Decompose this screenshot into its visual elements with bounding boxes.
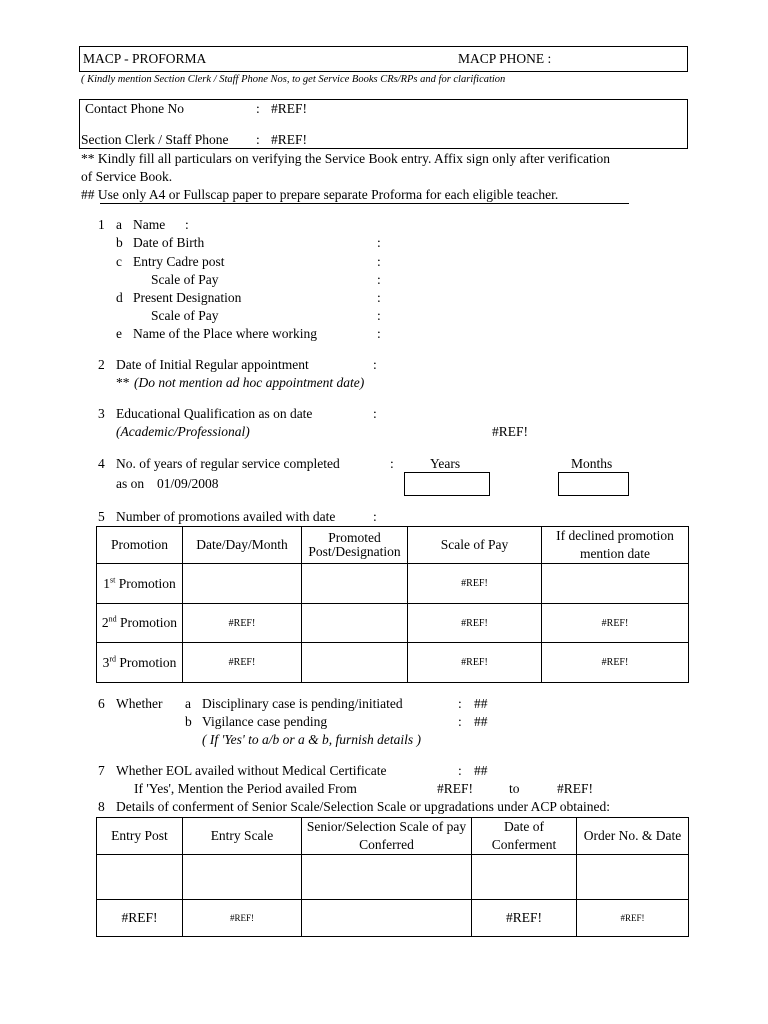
- section-clerk-value: #REF!: [271, 132, 308, 147]
- contact-phone-label: Contact Phone No: [85, 101, 184, 116]
- item4-number: 4: [98, 456, 105, 471]
- promo-row3-text: Promotion: [119, 654, 177, 670]
- conf-header-date: Date of Conferment: [472, 818, 577, 855]
- item1-entry-cadre-label: Entry Cadre post: [133, 254, 225, 269]
- years-input-box[interactable]: [404, 472, 490, 496]
- item7-from-value: #REF!: [437, 781, 474, 796]
- item1-name-label: Name: [133, 217, 166, 232]
- conf-row1-order: [577, 855, 689, 900]
- promo-row1-label: [97, 564, 183, 604]
- item2-note-prefix: **: [116, 375, 130, 390]
- item7-label: Whether EOL availed without Medical Certificate: [116, 763, 387, 778]
- promo-header-promotion: Promotion: [97, 527, 183, 564]
- item2-note: (Do not mention ad hoc appointment date): [134, 375, 365, 390]
- item3-number: 3: [98, 406, 105, 421]
- item5-number: 5: [98, 509, 105, 524]
- macp-phone-label: MACP PHONE :: [458, 51, 552, 66]
- item1-place-label: Name of the Place where working: [133, 326, 318, 341]
- table-row: [97, 564, 689, 604]
- item1-a-letter: a: [116, 217, 122, 232]
- item6-a-letter: a: [185, 696, 191, 711]
- item4-label: No. of years of regular service completed: [116, 456, 340, 471]
- item6-b-letter: b: [185, 714, 192, 729]
- table-row: [97, 604, 689, 643]
- item1-dob-label: Date of Birth: [133, 235, 205, 250]
- promo-row1-post: [302, 564, 408, 604]
- item6-label: Whether: [116, 696, 163, 711]
- conferment-table: [96, 817, 689, 937]
- promo-row2-text: Promotion: [120, 615, 178, 631]
- table-row: [97, 900, 689, 937]
- item4-colon: :: [390, 456, 394, 471]
- conf-row1-entry-scale: [183, 855, 302, 900]
- conf-row2-scale-conferred: [302, 900, 472, 937]
- conf-header-entry-post: Entry Post: [97, 818, 183, 855]
- promo-row1-text: Promotion: [118, 575, 176, 591]
- promo-row1-sup: st: [110, 575, 116, 585]
- item8-number: 8: [98, 799, 105, 814]
- item6-a-value: ##: [474, 696, 488, 711]
- item1-present-desig-colon: :: [377, 290, 381, 305]
- promo-row2-post: [302, 604, 408, 643]
- item5-label: Number of promotions availed with date: [116, 509, 336, 524]
- item6-b-value: ##: [474, 714, 488, 729]
- promo-header-post: Promoted Post/Designation: [302, 527, 408, 564]
- conf-row2-date: #REF!: [472, 900, 577, 937]
- item1-d-letter: d: [116, 290, 123, 305]
- item7-colon: :: [458, 763, 462, 778]
- item6-note: ( If 'Yes' to a/b or a & b, furnish details ): [202, 732, 422, 747]
- conf-row1-scale-conferred: [302, 855, 472, 900]
- conf-row1-date: [472, 855, 577, 900]
- item3-colon: :: [373, 406, 377, 421]
- item7-period-label: If 'Yes', Mention the Period availed From: [134, 781, 357, 796]
- instruction-line-2: of Service Book.: [81, 169, 173, 184]
- conf-row2-entry-scale: #REF!: [183, 900, 302, 937]
- promo-row1-num: 1: [103, 575, 110, 591]
- promo-header-date: Date/Day/Month: [183, 527, 302, 564]
- promo-row3-declined: #REF!: [542, 643, 689, 683]
- item7-value: ##: [474, 763, 488, 778]
- promo-row3-date: #REF!: [183, 643, 302, 683]
- table-row: [97, 643, 689, 683]
- item1-scale2-label: Scale of Pay: [151, 308, 219, 323]
- promo-header-declined: If declined promotion mention date: [542, 527, 689, 564]
- item1-name-colon: :: [185, 217, 189, 232]
- conf-header-entry-scale: Entry Scale: [183, 818, 302, 855]
- item4-months-label: Months: [571, 456, 613, 471]
- item1-e-letter: e: [116, 326, 122, 341]
- table-row: [97, 855, 689, 900]
- promo-row1-scale: #REF!: [408, 564, 542, 604]
- promo-row2-declined: #REF!: [542, 604, 689, 643]
- conf-row2-order: #REF!: [577, 900, 689, 937]
- form-title: MACP - PROFORMA: [83, 51, 207, 66]
- item3-label: Educational Qualification as on date: [116, 406, 313, 421]
- conf-row2-entry-post: #REF!: [97, 900, 183, 937]
- instruction-line-1: ** Kindly fill all particulars on verifying the Service Book entry. Affix sign only after verification: [81, 151, 610, 166]
- promo-row2-sup: nd: [108, 614, 117, 624]
- promo-row3-num: 3: [102, 654, 110, 670]
- conf-header-order: Order No. & Date: [577, 818, 689, 855]
- item7-number: 7: [98, 763, 105, 778]
- promotions-table: [96, 526, 689, 683]
- promo-row3-post: [302, 643, 408, 683]
- section-clerk-label: Section Clerk / Staff Phone: [81, 132, 229, 147]
- item1-dob-colon: :: [377, 235, 381, 250]
- item7-to-value: #REF!: [557, 781, 594, 796]
- item3-value: #REF!: [492, 424, 529, 439]
- item4-date: 01/09/2008: [157, 476, 219, 491]
- item1-scale1-label: Scale of Pay: [151, 272, 219, 287]
- item1-number: 1: [98, 217, 105, 232]
- item6-b-colon: :: [458, 714, 462, 729]
- item1-entry-cadre-colon: :: [377, 254, 381, 269]
- section-clerk-colon: :: [256, 132, 260, 147]
- promo-row3-label: [97, 643, 183, 683]
- item8-label: Details of conferment of Senior Scale/Selection Scale or upgradations under ACP obtained:: [116, 799, 610, 814]
- item6-number: 6: [98, 696, 105, 711]
- promo-row2-label: [97, 604, 183, 643]
- promo-row2-scale: #REF!: [408, 604, 542, 643]
- instruction-underline: [100, 203, 629, 204]
- item2-colon: :: [373, 357, 377, 372]
- item1-c-letter: c: [116, 254, 122, 269]
- item7-to-label: to: [509, 781, 520, 796]
- promo-row2-num: 2: [101, 615, 109, 631]
- promo-row1-date: [183, 564, 302, 604]
- item6-b-text: Vigilance case pending: [202, 714, 328, 729]
- item4-years-label: Years: [430, 456, 461, 471]
- header-note: ( Kindly mention Section Clerk / Staff Phone Nos, to get Service Books CRs/RPs and for clarification: [81, 74, 506, 85]
- item4-as-on: as on: [116, 476, 145, 491]
- conf-row1-entry-post: [97, 855, 183, 900]
- promo-row1-declined: [542, 564, 689, 604]
- item1-place-colon: :: [377, 326, 381, 341]
- promo-row2-date: #REF!: [183, 604, 302, 643]
- months-input-box[interactable]: [558, 472, 629, 496]
- item5-colon: :: [373, 509, 377, 524]
- item1-b-letter: b: [116, 235, 123, 250]
- item1-scale2-colon: :: [377, 308, 381, 323]
- instruction-line-3: ## Use only A4 or Fullscap paper to prepare separate Proforma for each eligible teacher.: [81, 187, 559, 202]
- promo-row3-scale: #REF!: [408, 643, 542, 683]
- promo-row3-sup: rd: [109, 654, 117, 664]
- item1-scale1-colon: :: [377, 272, 381, 287]
- promo-header-scale: Scale of Pay: [408, 527, 542, 564]
- item2-label: Date of Initial Regular appointment: [116, 357, 309, 372]
- contact-phone-colon: :: [256, 101, 260, 116]
- conf-header-scale-conferred: Senior/Selection Scale of pay Conferred: [302, 818, 472, 855]
- item3-sub: (Academic/Professional): [116, 424, 250, 439]
- item2-number: 2: [98, 357, 105, 372]
- item1-present-desig-label: Present Designation: [133, 290, 242, 305]
- item6-a-colon: :: [458, 696, 462, 711]
- item6-a-text: Disciplinary case is pending/initiated: [202, 696, 403, 711]
- contact-phone-value: #REF!: [271, 101, 308, 116]
